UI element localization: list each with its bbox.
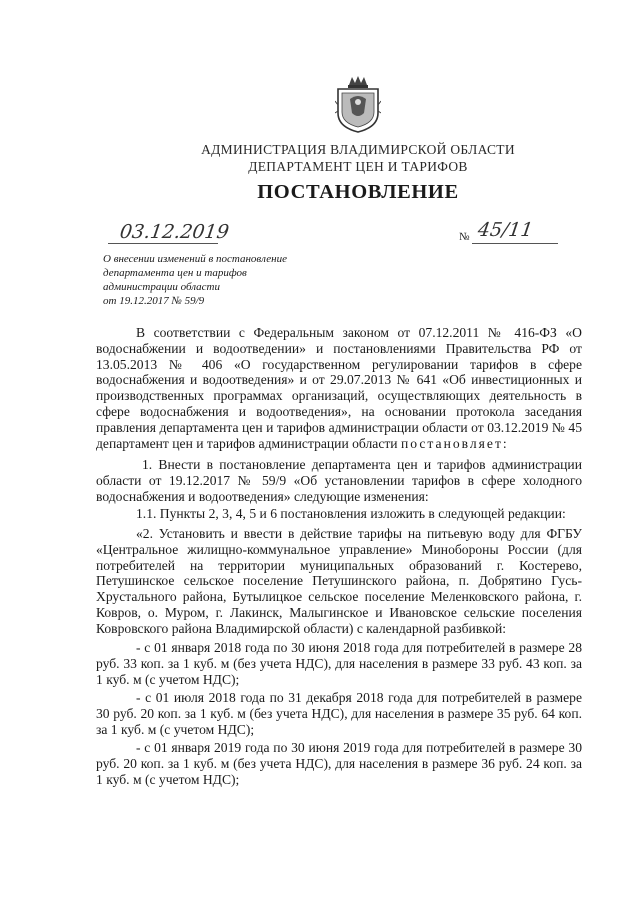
item-1-text: 1. Внести в постановление департамента цен и тарифов администрации области от 19.12.2017 № 59/9 «Об установлении тарифов в сфере холодного водоснабжения и водоотведения» следующие изменения:	[96, 457, 582, 504]
coat-of-arms-icon	[335, 75, 381, 133]
subject-line: О внесении изменений в постановление	[103, 253, 287, 265]
tariff-period-text: - с 01 июля 2018 года по 31 декабря 2018 года для потребителей в размере 30 руб. 20 коп. за 1 куб. м (без учета НДС), для населения в размере 35 руб. 64 коп. за 1 куб. м (с учетом НДС);	[96, 690, 582, 737]
number-underline	[472, 243, 558, 244]
document-subject	[103, 252, 287, 308]
tariff-period-1	[96, 640, 582, 687]
tariff-period-3	[96, 740, 582, 787]
tariff-period-2	[96, 690, 582, 737]
number-sign: №	[459, 231, 470, 243]
subject-line: департамента цен и тарифов	[103, 267, 247, 279]
item-1-1-text: 1.1. Пункты 2, 3, 4, 5 и 6 постановления изложить в следующей редакции:	[136, 506, 566, 521]
item-1-1-paragraph	[96, 506, 582, 522]
preamble-paragraph	[96, 325, 582, 451]
organization-name: АДМИНИСТРАЦИЯ ВЛАДИМИРСКОЙ ОБЛАСТИ	[201, 142, 515, 157]
item-1-paragraph	[96, 457, 582, 504]
tariff-period-text: - с 01 января 2018 года по 30 июня 2018 года для потребителей в размере 28 руб. 33 коп. за 1 куб. м (без учета НДС), для населения в размере 33 руб. 43 коп. за 1 куб. м (с учетом НДС);	[96, 640, 582, 687]
department-name: ДЕПАРТАМЕНТ ЦЕН И ТАРИФОВ	[248, 159, 468, 174]
item-2-text: «2. Установить и ввести в действие тарифы на питьевую воду для ФГБУ «Центральное жилищно-коммунальное управление» Минобороны России (для потребителей на территории муниципальных образований г. Костерево, Петушинское сельское поселение Петушинского района, п. Добрятино Гусь-Хрустального района, Бутылицкое сельское поселение Меленковского района, г. Ковров, о. Муром, г. Лакинск, Малыгинское и Ивановское сельские поселения Ковровского района Владимирской области) с календарной разбивкой:	[96, 526, 582, 636]
tariff-period-text: - с 01 января 2019 года по 30 июня 2019 года для потребителей в размере 30 руб. 20 коп. за 1 куб. м (без учета НДС), для населения в размере 36 руб. 24 коп. за 1 куб. м (с учетом НДС);	[96, 740, 582, 787]
date-underline	[108, 243, 218, 244]
document-date: 03.12.2019	[118, 221, 231, 243]
document-title: ПОСТАНОВЛЕНИЕ	[257, 181, 459, 203]
resolves-word: постановляет:	[400, 435, 509, 451]
document-number: 45/11	[476, 219, 535, 241]
item-2-paragraph	[96, 526, 582, 637]
subject-line: от 19.12.2017 № 59/9	[103, 295, 205, 307]
subject-line: администрации области	[103, 281, 220, 293]
preamble-text: В соответствии с Федеральным законом от 07.12.2011 № 416-ФЗ «О водоснабжении и водоотведении» и постановлениями Правительства РФ от 13.05.2013 № 406 «О государственном регулировании тарифов в сфере водоснабжения и водоотведения» и от 29.07.2013 № 641 «Об инвестиционных и производственных программах организаций, осуществляющих деятельность в сфере водоснабжения и водоотведения», на основании протокола заседания правления департамента цен и тарифов администрации области от 03.12.2019 № 45 департамент цен и тарифов администрации области	[96, 325, 582, 451]
